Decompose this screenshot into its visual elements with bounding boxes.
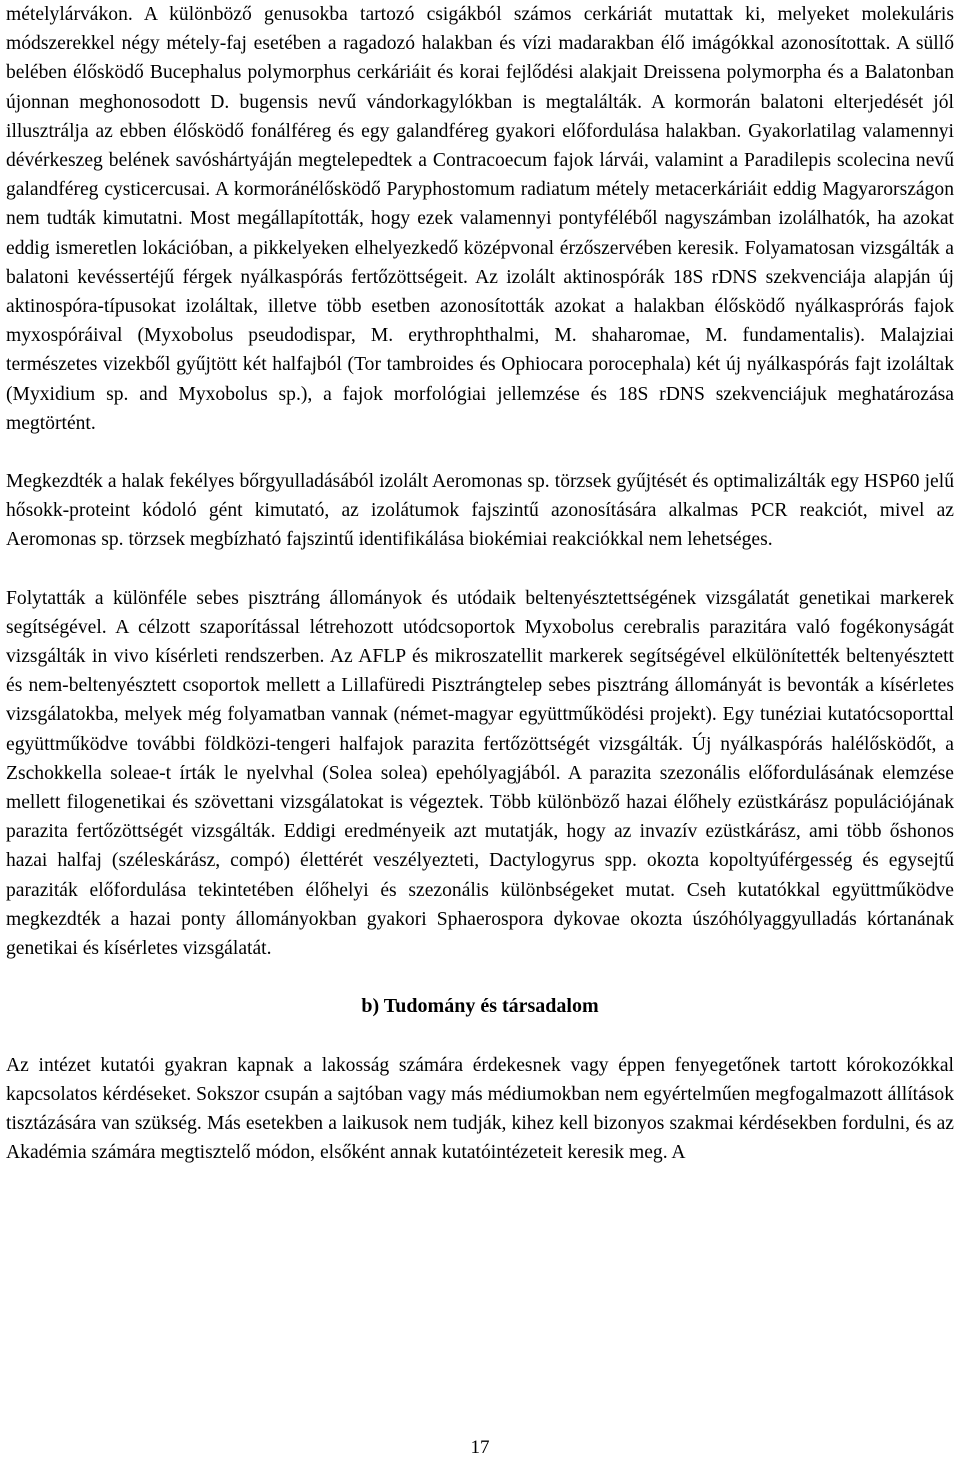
page-number: 17	[470, 1437, 490, 1458]
paragraph-gap	[6, 1022, 954, 1051]
paragraph-gap	[6, 963, 954, 992]
section-heading: b) Tudomány és társadalom	[361, 995, 599, 1018]
document-page	[6, 0, 954, 1167]
paragraph-gap	[6, 555, 954, 584]
paragraph-science-society: Az intézet kutatói gyakran kapnak a lakosság számára érdekesnek vagy éppen fenyegetőnek tartott kórokozókkal kapcsolatos kérdéseket. Sokszor csupán a sajtóban vagy más médiumokban nem egyértelműen megfogalmazott állítások tisztázására van szükség. Más esetekben a laikusok nem tudják, kihez kell bizonyos szakmai kérdésekben fordulni, és az Akadémia számára megtisztelő módon, elsőként annak kutatóintézeteit keresik meg. A	[6, 1054, 954, 1164]
paragraph-aeromonas: Megkezdték a halak fekélyes bőrgyulladásából izolált Aeromonas sp. törzsek gyűjtését és optimalizálták egy HSP60 jelű hősokk-proteint kódoló gént kimutató, az izolátumok fajszintű azonosítására alkalmas PCR reakciót, mivel az Aeromonas sp. törzsek megbízható fajszintű identifikálása biokémiai reakciókkal nem lehetséges.	[6, 471, 954, 551]
paragraph-trout-genetics: Folytatták a különféle sebes pisztráng állományok és utódaik beltenyésztettségének vizsgálatát genetikai markerek segítségével. A célzott szaporítással létrehozott utódcsoportok Myxobolus cerebralis parazitára való fogékonyságát vizsgálták in vivo kísérleti rendszerben. Az AFLP és mikroszatellit markerek segítségével elkülönítették beltenyésztett és nem-beltenyésztett csoportok mellett a Lillafüredi Pisztrángtelep sebes pisztráng állományát is bevonták a kísérletes vizsgálatokba, melyek még folyamatban vannak (német-magyar együttműködési projekt). Egy tunéziai kutatócsoporttal együttműködve további földközi-tengeri halfajok parazita fertőzöttségét vizsgálták. Új nyálkaspórás halélősködőt, a Zschokkella soleae-t írták le nyelvhal (Solea solea) epehólyagjából. A parazita szezonális előfordulásának elemzése mellett filogenetikai és szövettani vizsgálatokat is végeztek. Több különböző hazai élőhely ezüstkárász populációjának parazita fertőzöttségét vizsgálták. Eddigi eredményeik azt mutatják, hogy az invazív ezüstkárász, ami több őshonos hazai halfaj (széleskárász, compó) élettérét veszélyezteti, Dactylogyrus spp. okozta kopoltyúférgesség és egysejtű paraziták előfordulása tekintetében élőhelyi és szezonális különbségeket mutat. Cseh kutatókkal együttműködve megkezdték a hazai ponty állományokban gyakori Sphaerospora dykovae okozta úszóhólyaggyulladás kórtanának genetikai és kísérletes vizsgálatát.	[6, 587, 954, 960]
paragraph-gap	[6, 438, 954, 467]
paragraph-parasite-research: mételylárvákon. A különböző genusokba tartozó csigákból számos cerkáriát mutattak ki, melyeket molekuláris módszerekkel négy métely-faj esetében a ragadozó halakban és vízi madarakban élő imágókkal azonosítottak. A süllő belében élősködő Bucephalus polymorphus cerkáriáit és korai fejlődési alakjait Dreissena polymorpha és a Balatonban újonnan meghonosodott D. bugensis nevű vándorkagylókban is megtalálták. A kormorán balatoni elterjedését jól illusztrálja az ebben élősködő fonálféreg és egy galandféreg gyakori előfordulása halakban. Gyakorlatilag valamennyi dévérkeszeg belének savóshártyáján megtelepedtek a Contracoecum fajok lárvái, valamint a Paradilepis scolecina nevű galandféreg cysticercusai. A kormoránélősködő Paryphostomum radiatum métely metacerkáriáit eddig Magyarországon nem tudták kimutatni. Most megállapították, hogy ezek valamennyi pontyféléből nagyszámban izolálhatók, ha azokat eddig ismeretlen lokációban, a pikkelyeken elhelyezkedő középvonal érzőszervében keresik. Folyamatosan vizsgálták a balatoni kevéssertéjű férgek nyálkaspórás fertőzöttségeit. Az izolált aktinospórák 18S rDNS szekvenciája alapján új aktinospóra-típusokat izoláltak, illetve több esetben azonosították azokat a halakban élősködő nyálkasprórás fajok myxospóráival (Myxobolus pseudodispar, M. erythrophthalmi, M. shaharomae, M. fundamentalis). Malajziai természetes vizekből gyűjtött két halfajból (Tor tambroides és Ophiocara porocephala) két új nyálkaspórás fajt izoláltak (Myxidium sp. and Myxobolus sp.), a fajok morfológiai jellemzése és 18S rDNS szekvenciájuk meghatározása megtörtént.	[6, 4, 954, 434]
